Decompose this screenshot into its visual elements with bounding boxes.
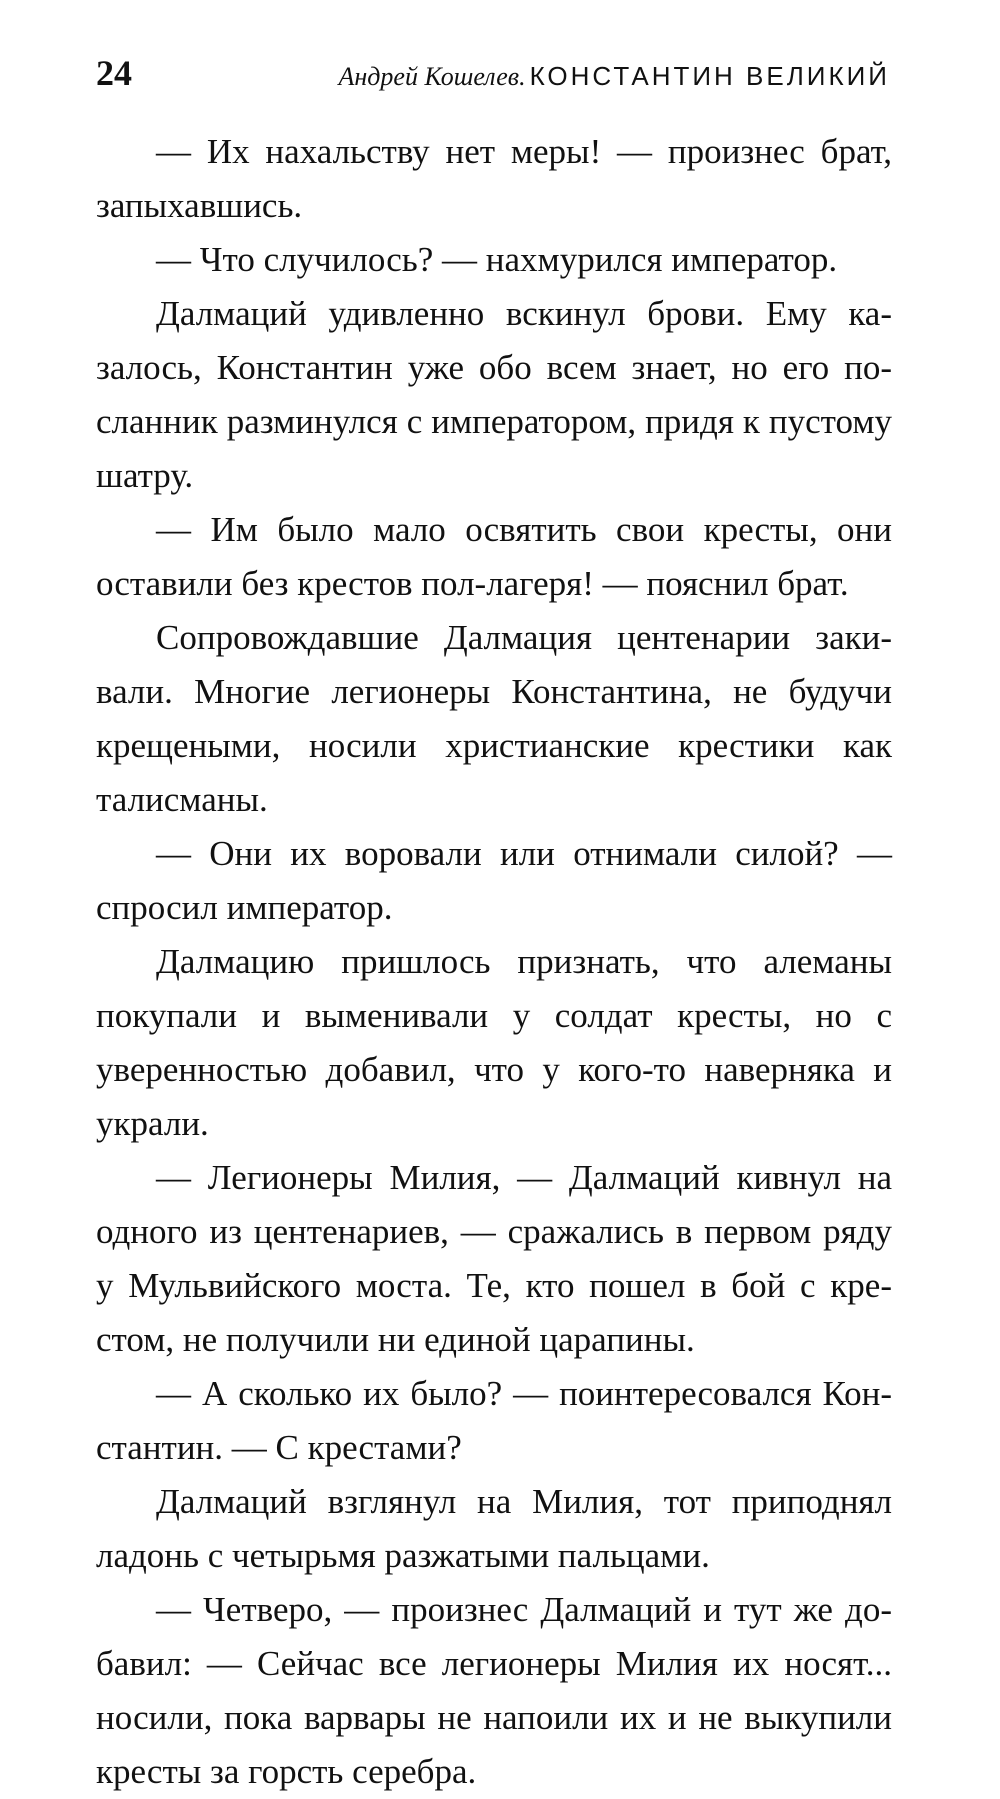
paragraph: — Они их воровали или отнимали силой? — спросил император.	[96, 834, 892, 927]
author-name: Андрей Кошелев.	[338, 62, 526, 91]
book-title: КОНСТАНТИН ВЕЛИКИЙ	[529, 61, 890, 91]
paragraph: Далмаций удивленно вскинул брови. Ему казалось, Константин уже обо всем знает, но его посланник разминулся с императором, придя к пустому шатру.	[96, 294, 892, 495]
paragraph: — Четверо, — произнес Далмаций и тут же добавил: — Сейчас все легионеры Милия их носят... носили, пока варвары не напоили их и не выкупили кресты за горсть серебра.	[96, 1590, 892, 1791]
paragraph: Далмацию пришлось признать, что алеманы покупали и выменивали у солдат кресты, но с уверенностью добавил, что у кого-то наверняка и украли.	[96, 942, 892, 1143]
paragraph: Далмаций взглянул на Милия, тот приподнял ладонь с четырьмя разжатыми пальцами.	[96, 1482, 892, 1575]
body-text	[96, 125, 892, 1799]
paragraph: Сопровождавшие Далмация центенарии закивали. Многие легионеры Константина, не будучи крещеными, носили христианские крестики как талисманы.	[96, 618, 892, 819]
paragraph: — Что случилось? — нахмурился император.	[156, 240, 838, 279]
page-number: 24	[96, 53, 132, 93]
paragraph: — Им было мало освятить свои кресты, они оставили без крестов пол-лагеря! — пояснил брат.	[96, 510, 892, 603]
running-title	[338, 61, 890, 92]
paragraph: — Легионеры Милия, — Далмаций кивнул на одного из центенариев, — сражались в первом ряду у Мульвийского моста. Те, кто пошел в бой с крестом, не получили ни единой царапины.	[96, 1158, 892, 1359]
paragraph: — А сколько их было? — поинтересовался Константин. — С крестами?	[96, 1374, 892, 1467]
paragraph: — Их нахальству нет меры! — произнес брат, запыхавшись.	[96, 132, 892, 225]
running-head	[96, 52, 890, 102]
